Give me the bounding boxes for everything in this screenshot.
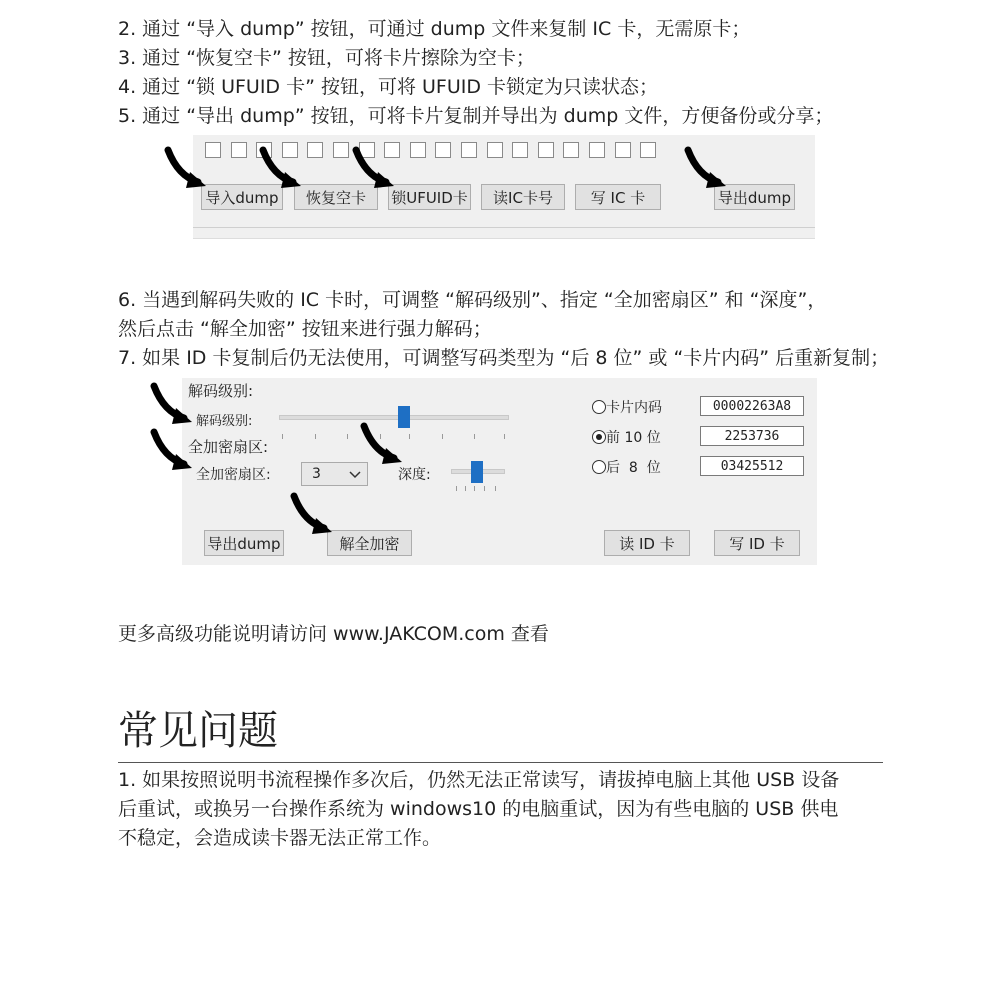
slider-tick — [474, 486, 475, 491]
slider-tick — [484, 486, 485, 491]
sector-checkbox[interactable] — [435, 142, 451, 158]
arrow-pointer-icon — [290, 492, 336, 538]
step-7-text: 7. 如果 ID 卡复制后仍无法使用，可调整写码类型为 “后 8 位” 或 “卡片内码” 后重新复制； — [118, 347, 890, 369]
slider-tick — [474, 434, 475, 439]
slider-tick — [282, 434, 283, 439]
sector-checkbox[interactable] — [307, 142, 323, 158]
arrow-pointer-icon — [684, 146, 730, 192]
arrow-pointer-icon — [150, 382, 196, 428]
read-id-card-button[interactable]: 读 ID 卡 — [604, 530, 690, 556]
first-10-digits-value[interactable]: 2253736 — [700, 426, 804, 446]
last-8-digits-value[interactable]: 03425512 — [700, 456, 804, 476]
step-6-continued-text: 然后点击 “解全加密” 按钮来进行强力解码； — [118, 318, 492, 340]
arrow-pointer-icon — [150, 428, 196, 474]
import-dump-button[interactable]: 导入dump — [201, 184, 283, 210]
sector-checkbox[interactable] — [231, 142, 247, 158]
faq-divider — [118, 762, 883, 763]
read-ic-card-number-button[interactable]: 读IC卡号 — [481, 184, 565, 210]
decode-level-label: 解码级别: — [196, 414, 253, 429]
full-sector-select[interactable] — [301, 462, 368, 486]
radio-last-8-digits[interactable] — [592, 460, 606, 474]
decode-level-slider-track[interactable] — [279, 415, 509, 420]
slider-tick — [442, 434, 443, 439]
sector-checkbox[interactable] — [538, 142, 554, 158]
export-dump-button[interactable]: 导出dump — [204, 530, 284, 556]
sector-checkbox[interactable] — [410, 142, 426, 158]
slider-tick — [465, 486, 466, 491]
full-sector-value: 3 — [312, 466, 321, 482]
lock-ufuid-card-button[interactable]: 锁UFUID卡 — [388, 184, 471, 210]
sector-checkbox[interactable] — [563, 142, 579, 158]
step-5-text: 5. 通过 “导出 dump” 按钮，可将卡片复制并导出为 dump 文件，方便备份或分享； — [118, 105, 834, 127]
sector-checkbox[interactable] — [333, 142, 349, 158]
faq-title: 常见问题 — [118, 708, 278, 754]
slider-tick — [409, 434, 410, 439]
radio-first-10-digits[interactable] — [592, 430, 606, 444]
radio-first-10-digits-label: 前 10 位 — [606, 430, 661, 446]
sector-checkbox[interactable] — [640, 142, 656, 158]
sector-checkbox[interactable] — [461, 142, 477, 158]
faq-line-3: 不稳定，会造成读卡器无法正常工作。 — [118, 827, 442, 849]
depth-slider-thumb[interactable] — [471, 461, 483, 483]
slider-tick — [315, 434, 316, 439]
slider-tick — [495, 486, 496, 491]
decode-level-heading: 解码级别: — [188, 382, 254, 400]
arrow-pointer-icon — [164, 146, 210, 192]
step-4-text: 4. 通过 “锁 UFUID 卡” 按钮，可将 UFUID 卡锁定为只读状态； — [118, 76, 659, 98]
restore-blank-card-button[interactable]: 恢复空卡 — [294, 184, 378, 210]
step-3-text: 3. 通过 “恢复空卡” 按钮，可将卡片擦除为空卡； — [118, 47, 535, 69]
full-sector-label: 全加密扇区: — [196, 467, 271, 483]
decrypt-all-button[interactable]: 解全加密 — [327, 530, 412, 556]
slider-tick — [504, 434, 505, 439]
depth-label: 深度: — [398, 467, 431, 483]
radio-card-internal-code[interactable] — [592, 400, 606, 414]
arrow-pointer-icon — [259, 146, 305, 192]
step-2-text: 2. 通过 “导入 dump” 按钮，可通过 dump 文件来复制 IC 卡，无需原卡； — [118, 18, 751, 40]
sector-checkbox[interactable] — [615, 142, 631, 158]
decode-panel — [182, 378, 817, 565]
slider-tick — [456, 486, 457, 491]
radio-card-internal-code-label: 卡片内码 — [606, 400, 662, 416]
sector-checkbox[interactable] — [589, 142, 605, 158]
panel-divider — [193, 227, 815, 228]
chevron-down-icon — [349, 471, 361, 479]
sector-checkbox[interactable] — [487, 142, 503, 158]
arrow-pointer-icon — [360, 422, 406, 468]
step-6-text: 6. 当遇到解码失败的 IC 卡时，可调整 “解码级别”、指定 “全加密扇区” 和 “深度”， — [118, 289, 827, 311]
faq-line-2: 后重试，或换另一台操作系统为 windows10 的电脑重试，因为有些电脑的 USB 供电 — [118, 798, 839, 820]
sector-checkbox[interactable] — [512, 142, 528, 158]
slider-tick — [347, 434, 348, 439]
card-internal-code-value[interactable]: 00002263A8 — [700, 396, 804, 416]
radio-last-8-digits-label: 后 8 位 — [606, 460, 661, 476]
faq-line-1: 1. 如果按照说明书流程操作多次后，仍然无法正常读写，请拔掉电脑上其他 USB 设备 — [118, 769, 840, 791]
write-ic-card-button[interactable]: 写 IC 卡 — [575, 184, 661, 210]
write-id-card-button[interactable]: 写 ID 卡 — [714, 530, 800, 556]
export-dump-button[interactable]: 导出dump — [714, 184, 795, 210]
more-info-text: 更多高级功能说明请访问 www.JAKCOM.com 查看 — [118, 623, 549, 645]
arrow-pointer-icon — [352, 146, 398, 192]
full-sector-heading: 全加密扇区: — [188, 438, 269, 456]
